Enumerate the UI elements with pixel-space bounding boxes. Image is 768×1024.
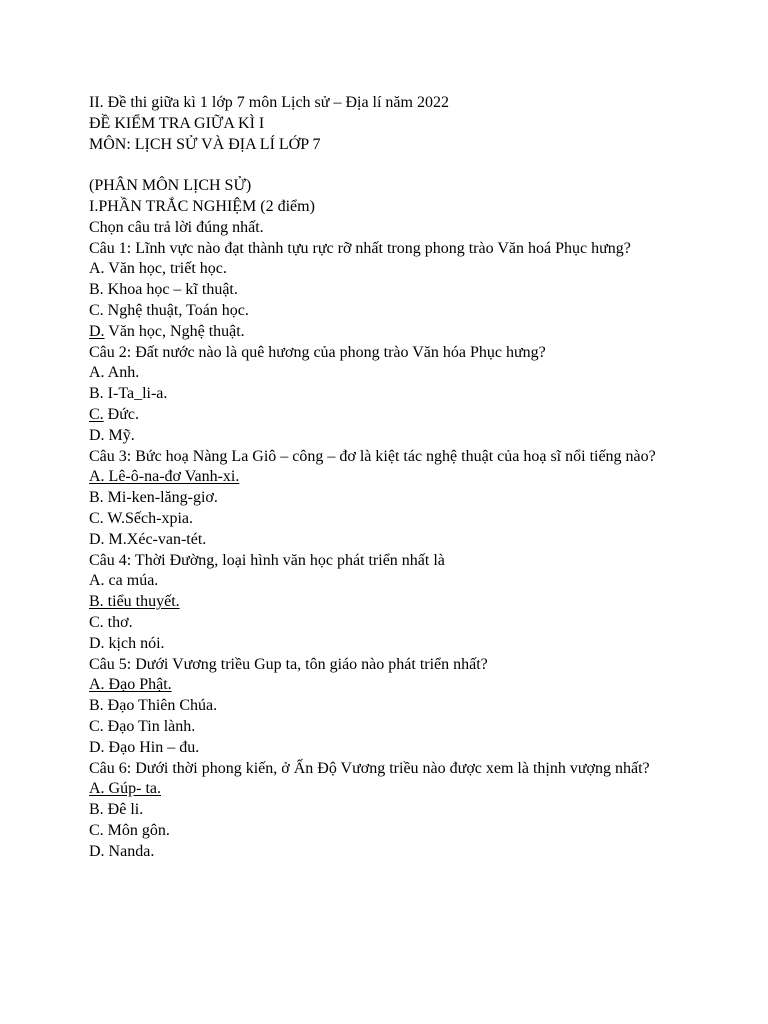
exam-title: II. Đề thi giữa kì 1 lớp 7 môn Lịch sử – Địa lí năm 2022 [89,94,449,111]
subject-section: (PHÂN MÔN LỊCH SỬ) [89,177,252,195]
option-a: A. ca múa. [89,572,159,590]
option-d: D. kịch nói. [89,634,165,652]
option-b: B. Mi-ken-lăng-giơ. [89,489,218,507]
option-a: A. Anh. [89,364,140,382]
question-text: Câu 3: Bức hoạ Nàng La Giô – công – đơ là kiệt tác nghệ thuật của hoạ sĩ nổi tiếng nào? [89,447,656,465]
exam-subject: MÔN: LỊCH SỬ VÀ ĐỊA LÍ LỚP 7 [89,135,321,153]
document-page [89,93,689,862]
option-c: C. W.Sếch-xpia. [89,509,193,527]
option-d: D. Nanda. [89,842,155,860]
answer-option-text: A. Lê-ô-na-đơ Vanh-xi. [89,468,240,486]
option-d: D. Đạo Hin – đu. [89,738,200,756]
answer-option-text: A. Gúp- ta. [89,780,161,798]
question-3 [89,447,689,551]
answer-option-text: A. Đạo Phật. [89,676,172,694]
answer-mark: D. [89,322,105,340]
option-b: B. Đạo Thiên Chúa. [89,697,218,715]
answer-mark: C. [89,405,104,423]
option-a [89,779,689,800]
option-a [89,675,689,696]
option-c: C. Môn gôn. [89,821,170,839]
option-b: B. Khoa học – kĩ thuật. [89,281,238,299]
option-b: B. Đê li. [89,801,144,819]
option-b [89,592,689,613]
instruction-text: Chọn câu trả lời đúng nhất. [89,218,264,236]
question-text: Câu 4: Thời Đường, loại hình văn học phát triển nhất là [89,551,445,569]
question-text: Câu 6: Dưới thời phong kiến, ở Ấn Độ Vương triều nào được xem là thịnh vượng nhất? [89,759,650,777]
question-4 [89,551,689,655]
question-text: Câu 2: Đất nước nào là quê hương của phong trào Văn hóa Phục hưng? [89,343,546,361]
option-text: Đức. [103,405,139,423]
option-c: C. Đạo Tin lành. [89,717,196,735]
answer-option-text: B. tiểu thuyết. [89,593,180,611]
question-1 [89,239,689,343]
option-text: Văn học, Nghệ thuật. [104,322,245,340]
option-a: A. Văn học, triết học. [89,260,227,278]
option-d [89,322,689,343]
part-heading: I.PHẦN TRẮC NGHIỆM (2 điểm) [89,197,315,215]
question-5 [89,655,689,759]
question-text: Câu 1: Lĩnh vực nào đạt thành tựu rực rỡ nhất trong phong trào Văn hoá Phục hưng? [89,239,631,257]
option-d: D. M.Xéc-van-tét. [89,530,207,548]
blank-line [89,155,689,176]
option-a [89,467,689,488]
option-c [89,405,689,426]
exam-heading: ĐỀ KIỂM TRA GIỮA KÌ I [89,114,265,132]
option-c: C. thơ. [89,613,133,631]
option-c: C. Nghệ thuật, Toán học. [89,301,249,319]
question-2 [89,343,689,447]
option-b: B. I-Ta_li-a. [89,385,168,403]
question-text: Câu 5: Dưới Vương triều Gup ta, tôn giáo nào phát triển nhất? [89,655,488,673]
option-d: D. Mỹ. [89,426,135,444]
question-6 [89,759,689,863]
